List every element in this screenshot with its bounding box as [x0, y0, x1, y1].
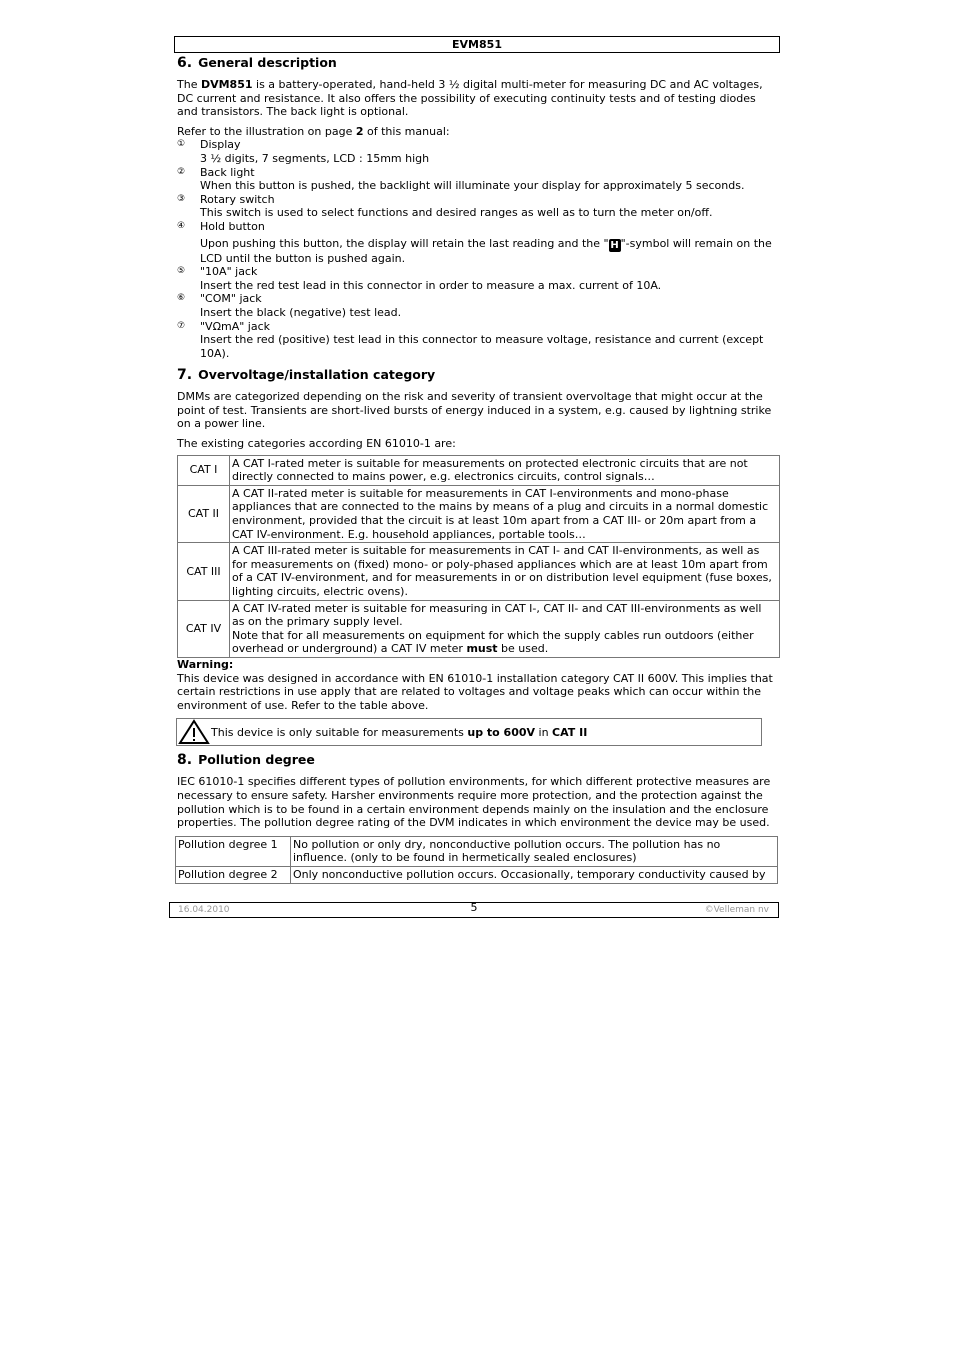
list-item-hold-button: ④ Hold button Upon pushing this button, the display will retain the last reading and the " H "-symbol will remain on the LCD until the button is pushed again. — [177, 219, 772, 265]
warning-box-text: This device is only suitable for measurements up to 600V in CAT II — [211, 725, 588, 739]
warning-triangle-icon — [177, 719, 211, 745]
cat-text: A CAT IV-rated meter is suitable for measuring in CAT I-, CAT II- and CAT III-environments as well as on the primary supply level. Note that for all measurements on equipment for which the supply cables run outdoors (either overhead or underground) a CAT IV meter must be used. — [230, 600, 780, 657]
cat-label: CAT II — [178, 485, 230, 542]
pollution-table — [175, 836, 778, 884]
table-row — [178, 543, 780, 600]
s8-intro: IEC 61010-1 specifies different types of pollution environments, for which different protective measures are necessary to ensure safety. Harsher environments require more protection, and the protection against the pollution which is to be found in a certain environment depends mainly on the insulation and the enclosure properties. The pollution degree rating of the DVM indicates in which environment the device may be used. — [177, 775, 771, 830]
cat-text: A CAT II-rated meter is suitable for measurements in CAT I-environments and mono-phase appliances that are connected to the mains by means of a plug and circuits in a normal domestic environment, provided that the circuit is at least 10m apart from a CAT III- or 20m apart from a CAT IV-environment. E.g. household appliances, portable tools… — [230, 485, 780, 542]
list-item-10a-jack: ⑤ "10A" jack Insert the red test lead in this connector in order to measure a max. current of 10A. — [177, 265, 662, 292]
page-footer — [169, 902, 779, 918]
list-item-display: ① Display 3 ½ digits, 7 segments, LCD : 15mm high — [177, 138, 430, 165]
list-item-rotary-switch: ③ Rotary switch This switch is used to select functions and desired ranges as well as to turn the meter on/off. — [177, 192, 713, 220]
section-8-heading: 8. Pollution degree — [177, 752, 315, 769]
cat-text: A CAT III-rated meter is suitable for measurements in CAT I- and CAT II-environments, as well as for measurements on (fixed) mono- or poly-phased appliances which are at least 10m apart from of a CAT IV-environment, and for measurements in or on distribution level equipment (fuse boxes, lighting circuits, electric ovens). — [230, 543, 780, 600]
warning-label: Warning: — [177, 657, 234, 671]
cat-label: CAT I — [178, 455, 230, 485]
table-row — [176, 836, 778, 866]
s7-intro: DMMs are categorized depending on the risk and severity of transient overvoltage that might occur at the point of test. Transients are short-lived bursts of energy induced in a system, e.g. caused by lightning strike on a power line. — [177, 390, 772, 431]
s6-refer: Refer to the illustration on page 2 of this manual: — [177, 124, 450, 138]
section-6-heading: 6. General description — [177, 55, 337, 71]
s7-existing: The existing categories according EN 61010-1 are: — [177, 437, 456, 451]
list-item-com-jack: ⑥ "COM" jack Insert the black (negative) test lead. — [177, 292, 402, 319]
cat-text: A CAT I-rated meter is suitable for measurements on protected electronic circuits that are not directly connected to mains power, e.g. electronics circuits, control signals… — [230, 455, 780, 485]
category-table — [177, 455, 780, 658]
cat-label: CAT III — [178, 543, 230, 600]
section-7-heading: 7. Overvoltage/installation category — [177, 367, 436, 384]
pollution-text: Only nonconductive pollution occurs. Occasionally, temporary conductivity caused by — [291, 866, 778, 883]
table-row — [178, 485, 780, 542]
warning-text: This device was designed in accordance with EN 61010-1 installation category CAT II 600V. This implies that certain restrictions in use apply that are related to voltages and voltage peaks which can occur within the environment of use. Refer to the table above. — [177, 671, 773, 712]
page-content — [177, 54, 777, 884]
table-row — [178, 455, 780, 485]
pollution-label: Pollution degree 1 — [176, 836, 291, 866]
warning-box — [176, 718, 762, 746]
table-row — [176, 866, 778, 883]
page-header: EVM851 — [174, 36, 780, 53]
s6-intro: The DVM851 is a battery-operated, hand-held 3 ½ digital multi-meter for measuring DC and AC voltages, DC current and resistance. It also offers the possibility of executing continuity tests and of testing diodes and transistors. The back light is optional. — [177, 78, 763, 119]
list-item-vomA-jack: ⑦ "VΩmA" jack Insert the red (positive) test lead in this connector to measure voltage, resistance and current (except 10A). — [177, 319, 764, 360]
page-number: 5 — [470, 901, 478, 914]
list-item-back-light: ② Back light When this button is pushed, the backlight will illuminate your display for approximately 5 seconds. — [177, 165, 745, 193]
table-row — [178, 600, 780, 657]
pollution-text: No pollution or only dry, nonconductive pollution occurs. The pollution has no influence. (only to be found in hermetically sealed enclosures) — [291, 836, 778, 866]
pollution-label: Pollution degree 2 — [176, 866, 291, 883]
cat-label: CAT IV — [178, 600, 230, 657]
footer-date: 16.04.2010 — [178, 905, 230, 915]
hold-symbol-icon: H — [610, 239, 619, 251]
footer-copyright: ©Velleman nv — [704, 905, 769, 915]
